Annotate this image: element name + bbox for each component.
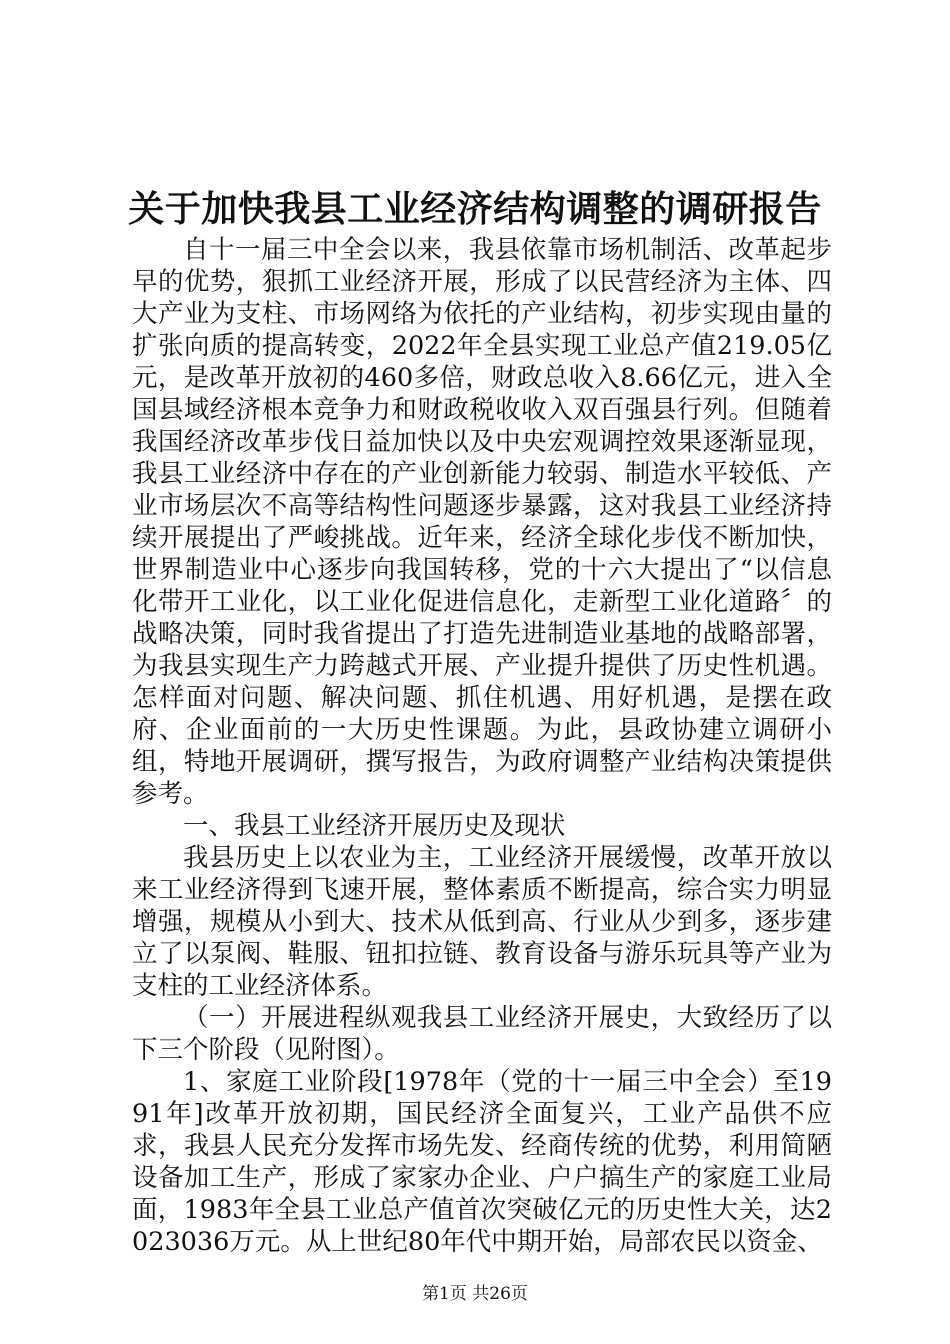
stage-one-paragraph: 1、家庭工业阶段[1978年（党的十一届三中全会）至1991年]改革开放初期，国民经济全面复兴，工业产品供不应求，我县人民充分发挥市场先发、经商传统的优势，利用简陋设备加工生产，形成了家家办企业、户户搞生产的家庭工业局面，1983年全县工业总产值首次突破亿元的历史性大关，达2023036万元。从上世纪80年代中期开始，局部农民以资金、 (132, 1067, 832, 1257)
document-body (132, 234, 832, 1258)
intro-paragraph: 自十一届三中全会以来，我县依靠市场机制活、改革起步早的优势，狠抓工业经济开展，形成了以民营经济为主体、四大产业为支柱、市场网络为依托的产业结构，初步实现由量的扩张向质的提高转变，2022年全县实现工业总产值219.05亿元，是改革开放初的460多倍，财政总收入8.66亿元，进入全国县域经济根本竞争力和财政税收收入双百强县行列。但随着我国经济改革步伐日益加快以及中央宏观调控效果逐渐显现，我县工业经济中存在的产业创新能力较弱、制造水平较低、产业市场层次不高等结构性问题逐步暴露，这对我县工业经济持续开展提出了严峻挑战。近年来，经济全球化步伐不断加快，世界制造业中心逐步向我国转移，党的十六大提出了“以信息化带开工业化，以工业化促进信息化，走新型工业化道路〞的战略决策，同时我省提出了打造先进制造业基地的战略部署，为我县实现生产力跨越式开展、产业提升提供了历史性机遇。怎样面对问题、解决问题、抓住机遇、用好机遇，是摆在政府、企业面前的一大历史性课题。为此，县政协建立调研小组，特地开展调研，撰写报告，为政府调整产业结构决策提供参考。 (132, 235, 832, 809)
document-title: 关于加快我县工业经济结构调整的调研报告 (128, 188, 822, 230)
history-paragraph: 我县历史上以农业为主，工业经济开展缓慢，改革开放以来工业经济得到飞速开展，整体素质不断提高，综合实力明显增强，规模从小到大、技术从低到高、行业从少到多，逐步建立了以泵阀、鞋服、钮扣拉链、教育设备与游乐玩具等产业为支柱的工业经济体系。 (132, 843, 832, 1001)
section-heading: 一、我县工业经济开展历史及现状 (183, 811, 566, 841)
page-footer: 第1页 共26页 (422, 1284, 528, 1304)
subsection-paragraph: （一）开展进程纵观我县工业经济开展史，大致经历了以下三个阶段（见附图）。 (132, 1003, 832, 1065)
